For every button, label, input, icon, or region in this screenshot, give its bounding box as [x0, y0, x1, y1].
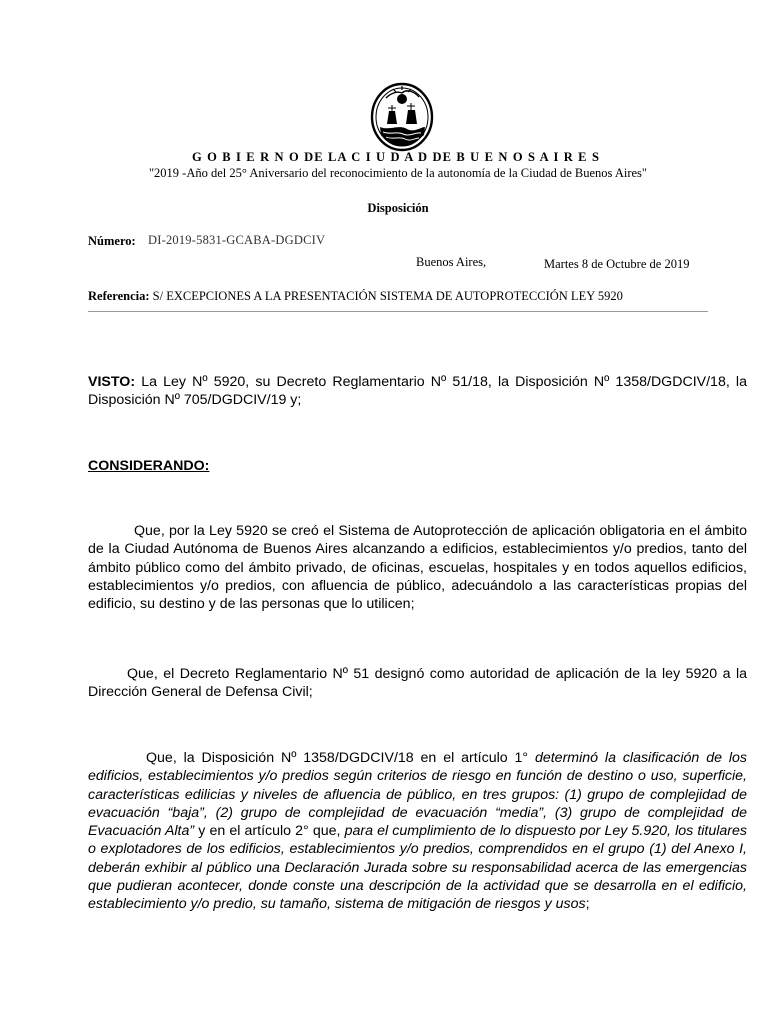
paragraph-3	[88, 749, 747, 914]
visto-paragraph	[88, 373, 747, 410]
visto-label: VISTO:	[88, 374, 136, 390]
reference-line	[88, 289, 623, 304]
city-coat-of-arms-icon	[369, 80, 435, 152]
year-motto: "2019 -Año del 25° Aniversario del reconocimiento de la autonomía de la Ciudad de Buenos Aires"	[148, 166, 648, 180]
paragraph-3-italic-2: para el cumplimiento de lo dispuesto por Ley 5.920, los titulares o explotadores de los edificios, establecimientos y/o predios, comprendidos en el grupo (1) del Anexo I, deberán exhibir al público una Declaración Jurada sobre su responsabilidad acerca de las emergencias que pudieran acontecer, donde conste una descripción de la actividad que se desarrolla en el edificio, establecimiento y/o predio, su tamaño, sistema de mitigación de riesgos y usos	[88, 823, 748, 913]
header-divider	[88, 311, 708, 312]
government-title: G O B I E R N O DE LA C I U D A D DE B U E N O S A I R E S	[191, 150, 601, 164]
paragraph-3-part-5: ;	[585, 896, 590, 913]
visto-text: La Ley Nº 5920, su Decreto Reglamentario Nº 51/18, la Disposición Nº 1358/DGDCIV/18, la Disposición Nº 705/DGDCIV/19 y;	[88, 374, 747, 409]
considerando-heading: CONSIDERANDO:	[88, 458, 210, 474]
paragraph-2: Que, el Decreto Reglamentario Nº 51 designó como autoridad de aplicación de la ley 5920 a la Dirección General de Defensa Civil;	[88, 666, 747, 701]
paragraph-3-part-1: Que, la Disposición Nº 1358/DGDCIV/18 en el artículo 1°	[146, 750, 535, 766]
reference-label: Referencia:	[88, 289, 150, 303]
place-label: Buenos Aires,	[416, 255, 487, 269]
paragraph-3-italic-1: determinó la clasificación de los edificios, establecimientos y/o predios según criterios de riesgo en función de destino o uso, superficie, características edilicias y niveles de afluencia de público, en tres grupos: (1) grupo de complejidad de evacuación “baja”, (2) grupo de complejidad de evacuación “media”, (3) grupo de complejidad de Evacuación Alta”	[88, 750, 747, 840]
paragraph-1: Que, por la Ley 5920 se creó el Sistema de Autoprotección de aplicación obligatoria en el ámbito de la Ciudad Autónoma de Buenos Aires alcanzando a edificios, establecimientos y/o predios, tanto del ámbito público como del ámbito privado, de oficinas, escuelas, hospitales y en todos aquellos edificios, establecimientos y/o predios, con afluencia de público, adecuándolo a las características propias del edificio, su destino y de las personas que lo utilicen;	[88, 523, 747, 613]
number-value: DI-2019-5831-GCABA-DGDCIV	[148, 233, 326, 247]
document-date: Martes 8 de Octubre de 2019	[544, 257, 690, 271]
paragraph-3-part-3: y en el artículo 2° que,	[194, 823, 345, 840]
number-label: Número:	[88, 234, 136, 248]
reference-value: S/ EXCEPCIONES A LA PRESENTACIÓN SISTEMA DE AUTOPROTECCIÓN LEY 5920	[152, 289, 623, 303]
document-type: Disposición	[367, 201, 429, 215]
